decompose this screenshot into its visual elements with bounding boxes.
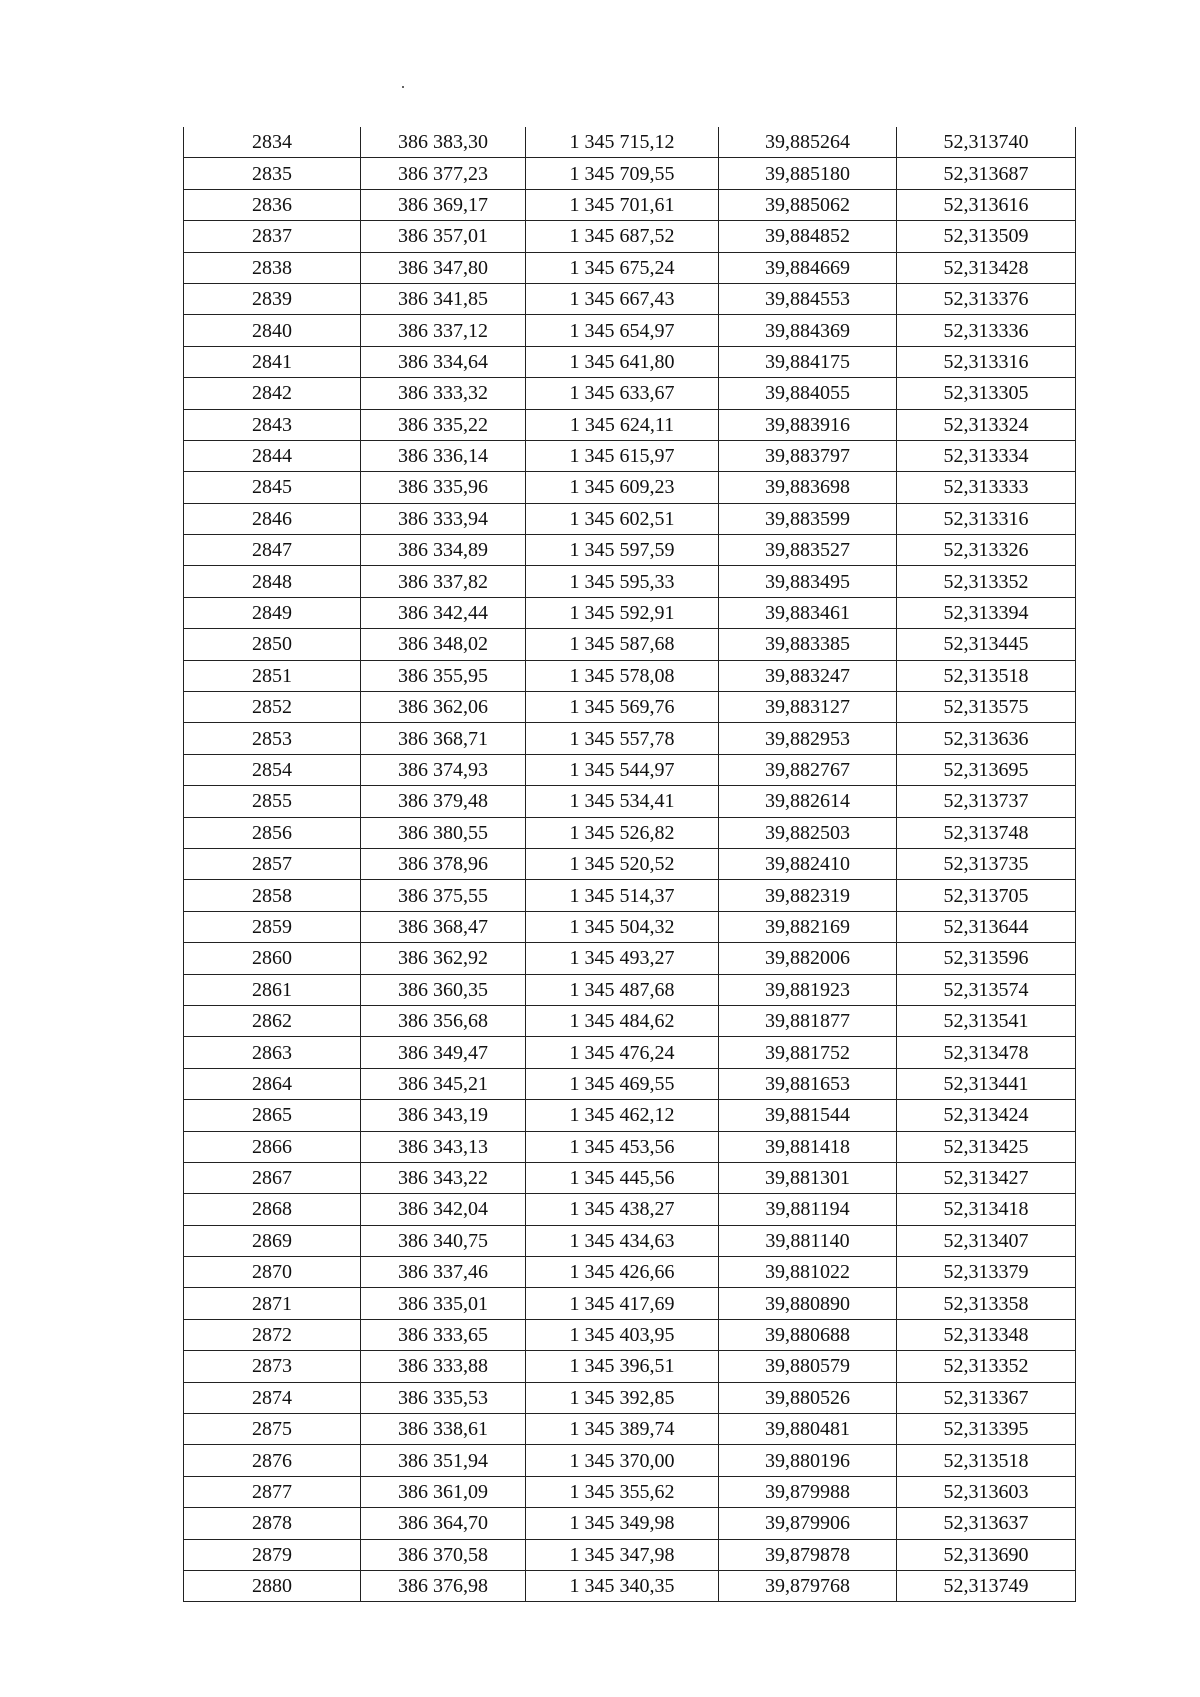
table-row [184, 1570, 1076, 1601]
x-coordinate-cell: 386 336,14 [361, 440, 526, 471]
x-coordinate-cell: 386 375,55 [361, 880, 526, 911]
point-number-cell: 2860 [184, 943, 361, 974]
table-row [184, 535, 1076, 566]
table-row [184, 943, 1076, 974]
y-coordinate-cell: 1 345 355,62 [526, 1476, 719, 1507]
latitude-cell: 52,313574 [897, 974, 1076, 1005]
y-coordinate-cell: 1 345 417,69 [526, 1288, 719, 1319]
point-number-cell: 2847 [184, 535, 361, 566]
x-coordinate-cell: 386 369,17 [361, 189, 526, 220]
point-number-cell: 2848 [184, 566, 361, 597]
y-coordinate-cell: 1 345 715,12 [526, 127, 719, 158]
point-number-cell: 2853 [184, 723, 361, 754]
table-row [184, 754, 1076, 785]
point-number-cell: 2865 [184, 1100, 361, 1131]
coordinates-table-container [183, 127, 1075, 1602]
table-row [184, 629, 1076, 660]
longitude-cell: 39,881752 [719, 1037, 897, 1068]
table-row [184, 566, 1076, 597]
longitude-cell: 39,882614 [719, 786, 897, 817]
x-coordinate-cell: 386 368,71 [361, 723, 526, 754]
point-number-cell: 2880 [184, 1570, 361, 1601]
y-coordinate-cell: 1 345 701,61 [526, 189, 719, 220]
point-number-cell: 2844 [184, 440, 361, 471]
latitude-cell: 52,313690 [897, 1539, 1076, 1570]
table-row [184, 817, 1076, 848]
longitude-cell: 39,880890 [719, 1288, 897, 1319]
latitude-cell: 52,313427 [897, 1162, 1076, 1193]
y-coordinate-cell: 1 345 389,74 [526, 1414, 719, 1445]
y-coordinate-cell: 1 345 602,51 [526, 503, 719, 534]
point-number-cell: 2834 [184, 127, 361, 158]
longitude-cell: 39,883797 [719, 440, 897, 471]
x-coordinate-cell: 386 337,82 [361, 566, 526, 597]
longitude-cell: 39,883385 [719, 629, 897, 660]
longitude-cell: 39,881301 [719, 1162, 897, 1193]
point-number-cell: 2877 [184, 1476, 361, 1507]
x-coordinate-cell: 386 357,01 [361, 221, 526, 252]
table-row [184, 1288, 1076, 1319]
point-number-cell: 2878 [184, 1508, 361, 1539]
longitude-cell: 39,880481 [719, 1414, 897, 1445]
point-number-cell: 2858 [184, 880, 361, 911]
x-coordinate-cell: 386 370,58 [361, 1539, 526, 1570]
y-coordinate-cell: 1 345 347,98 [526, 1539, 719, 1570]
longitude-cell: 39,883247 [719, 660, 897, 691]
table-row [184, 1319, 1076, 1350]
point-number-cell: 2852 [184, 692, 361, 723]
x-coordinate-cell: 386 342,44 [361, 597, 526, 628]
x-coordinate-cell: 386 351,94 [361, 1445, 526, 1476]
latitude-cell: 52,313395 [897, 1414, 1076, 1445]
x-coordinate-cell: 386 335,01 [361, 1288, 526, 1319]
point-number-cell: 2846 [184, 503, 361, 534]
latitude-cell: 52,313358 [897, 1288, 1076, 1319]
longitude-cell: 39,885264 [719, 127, 897, 158]
page-mark [402, 86, 404, 88]
y-coordinate-cell: 1 345 487,68 [526, 974, 719, 1005]
y-coordinate-cell: 1 345 595,33 [526, 566, 719, 597]
table-row [184, 158, 1076, 189]
latitude-cell: 52,313336 [897, 315, 1076, 346]
x-coordinate-cell: 386 335,96 [361, 472, 526, 503]
y-coordinate-cell: 1 345 520,52 [526, 848, 719, 879]
x-coordinate-cell: 386 364,70 [361, 1508, 526, 1539]
x-coordinate-cell: 386 341,85 [361, 283, 526, 314]
point-number-cell: 2842 [184, 378, 361, 409]
point-number-cell: 2835 [184, 158, 361, 189]
table-row [184, 1382, 1076, 1413]
longitude-cell: 39,882767 [719, 754, 897, 785]
table-row [184, 1037, 1076, 1068]
longitude-cell: 39,881877 [719, 1005, 897, 1036]
x-coordinate-cell: 386 337,12 [361, 315, 526, 346]
y-coordinate-cell: 1 345 615,97 [526, 440, 719, 471]
longitude-cell: 39,885180 [719, 158, 897, 189]
y-coordinate-cell: 1 345 675,24 [526, 252, 719, 283]
latitude-cell: 52,313326 [897, 535, 1076, 566]
latitude-cell: 52,313509 [897, 221, 1076, 252]
y-coordinate-cell: 1 345 654,97 [526, 315, 719, 346]
x-coordinate-cell: 386 360,35 [361, 974, 526, 1005]
point-number-cell: 2872 [184, 1319, 361, 1350]
latitude-cell: 52,313616 [897, 189, 1076, 220]
y-coordinate-cell: 1 345 667,43 [526, 283, 719, 314]
table-row [184, 503, 1076, 534]
x-coordinate-cell: 386 343,22 [361, 1162, 526, 1193]
x-coordinate-cell: 386 378,96 [361, 848, 526, 879]
latitude-cell: 52,313575 [897, 692, 1076, 723]
table-row [184, 974, 1076, 1005]
longitude-cell: 39,880688 [719, 1319, 897, 1350]
longitude-cell: 39,879906 [719, 1508, 897, 1539]
longitude-cell: 39,883461 [719, 597, 897, 628]
longitude-cell: 39,883527 [719, 535, 897, 566]
latitude-cell: 52,313418 [897, 1194, 1076, 1225]
longitude-cell: 39,881923 [719, 974, 897, 1005]
table-row [184, 1068, 1076, 1099]
point-number-cell: 2879 [184, 1539, 361, 1570]
longitude-cell: 39,880196 [719, 1445, 897, 1476]
point-number-cell: 2849 [184, 597, 361, 628]
longitude-cell: 39,884669 [719, 252, 897, 283]
longitude-cell: 39,881544 [719, 1100, 897, 1131]
longitude-cell: 39,879878 [719, 1539, 897, 1570]
point-number-cell: 2869 [184, 1225, 361, 1256]
longitude-cell: 39,883916 [719, 409, 897, 440]
y-coordinate-cell: 1 345 514,37 [526, 880, 719, 911]
y-coordinate-cell: 1 345 597,59 [526, 535, 719, 566]
longitude-cell: 39,884369 [719, 315, 897, 346]
latitude-cell: 52,313518 [897, 660, 1076, 691]
x-coordinate-cell: 386 349,47 [361, 1037, 526, 1068]
x-coordinate-cell: 386 335,22 [361, 409, 526, 440]
x-coordinate-cell: 386 333,65 [361, 1319, 526, 1350]
table-row [184, 911, 1076, 942]
point-number-cell: 2840 [184, 315, 361, 346]
x-coordinate-cell: 386 362,92 [361, 943, 526, 974]
point-number-cell: 2837 [184, 221, 361, 252]
x-coordinate-cell: 386 333,88 [361, 1351, 526, 1382]
longitude-cell: 39,880579 [719, 1351, 897, 1382]
x-coordinate-cell: 386 356,68 [361, 1005, 526, 1036]
x-coordinate-cell: 386 337,46 [361, 1257, 526, 1288]
table-row [184, 597, 1076, 628]
longitude-cell: 39,883698 [719, 472, 897, 503]
table-row [184, 283, 1076, 314]
point-number-cell: 2841 [184, 346, 361, 377]
point-number-cell: 2871 [184, 1288, 361, 1319]
latitude-cell: 52,313407 [897, 1225, 1076, 1256]
latitude-cell: 52,313333 [897, 472, 1076, 503]
coordinates-table-body [184, 127, 1076, 1602]
latitude-cell: 52,313644 [897, 911, 1076, 942]
longitude-cell: 39,881194 [719, 1194, 897, 1225]
y-coordinate-cell: 1 345 687,52 [526, 221, 719, 252]
table-row [184, 1194, 1076, 1225]
latitude-cell: 52,313748 [897, 817, 1076, 848]
table-row [184, 848, 1076, 879]
longitude-cell: 39,882410 [719, 848, 897, 879]
longitude-cell: 39,884553 [719, 283, 897, 314]
latitude-cell: 52,313316 [897, 346, 1076, 377]
y-coordinate-cell: 1 345 469,55 [526, 1068, 719, 1099]
y-coordinate-cell: 1 345 484,62 [526, 1005, 719, 1036]
x-coordinate-cell: 386 376,98 [361, 1570, 526, 1601]
x-coordinate-cell: 386 334,89 [361, 535, 526, 566]
point-number-cell: 2866 [184, 1131, 361, 1162]
longitude-cell: 39,885062 [719, 189, 897, 220]
latitude-cell: 52,313637 [897, 1508, 1076, 1539]
point-number-cell: 2863 [184, 1037, 361, 1068]
latitude-cell: 52,313695 [897, 754, 1076, 785]
point-number-cell: 2873 [184, 1351, 361, 1382]
x-coordinate-cell: 386 342,04 [361, 1194, 526, 1225]
latitude-cell: 52,313596 [897, 943, 1076, 974]
table-row [184, 1476, 1076, 1507]
x-coordinate-cell: 386 380,55 [361, 817, 526, 848]
table-row [184, 880, 1076, 911]
longitude-cell: 39,883495 [719, 566, 897, 597]
point-number-cell: 2859 [184, 911, 361, 942]
table-row [184, 786, 1076, 817]
longitude-cell: 39,883599 [719, 503, 897, 534]
y-coordinate-cell: 1 345 534,41 [526, 786, 719, 817]
x-coordinate-cell: 386 333,94 [361, 503, 526, 534]
latitude-cell: 52,313603 [897, 1476, 1076, 1507]
y-coordinate-cell: 1 345 392,85 [526, 1382, 719, 1413]
latitude-cell: 52,313749 [897, 1570, 1076, 1601]
y-coordinate-cell: 1 345 438,27 [526, 1194, 719, 1225]
y-coordinate-cell: 1 345 609,23 [526, 472, 719, 503]
y-coordinate-cell: 1 345 434,63 [526, 1225, 719, 1256]
table-row [184, 440, 1076, 471]
table-row [184, 409, 1076, 440]
table-row [184, 1100, 1076, 1131]
point-number-cell: 2875 [184, 1414, 361, 1445]
longitude-cell: 39,882319 [719, 880, 897, 911]
latitude-cell: 52,313376 [897, 283, 1076, 314]
x-coordinate-cell: 386 348,02 [361, 629, 526, 660]
y-coordinate-cell: 1 345 370,00 [526, 1445, 719, 1476]
longitude-cell: 39,881140 [719, 1225, 897, 1256]
table-row [184, 1508, 1076, 1539]
table-row [184, 1414, 1076, 1445]
latitude-cell: 52,313428 [897, 252, 1076, 283]
x-coordinate-cell: 386 343,19 [361, 1100, 526, 1131]
x-coordinate-cell: 386 347,80 [361, 252, 526, 283]
longitude-cell: 39,881022 [719, 1257, 897, 1288]
longitude-cell: 39,884055 [719, 378, 897, 409]
y-coordinate-cell: 1 345 349,98 [526, 1508, 719, 1539]
latitude-cell: 52,313316 [897, 503, 1076, 534]
coordinates-table [183, 127, 1076, 1602]
table-row [184, 189, 1076, 220]
latitude-cell: 52,313367 [897, 1382, 1076, 1413]
longitude-cell: 39,879768 [719, 1570, 897, 1601]
table-row [184, 221, 1076, 252]
y-coordinate-cell: 1 345 624,11 [526, 409, 719, 440]
latitude-cell: 52,313324 [897, 409, 1076, 440]
latitude-cell: 52,313636 [897, 723, 1076, 754]
x-coordinate-cell: 386 334,64 [361, 346, 526, 377]
latitude-cell: 52,313441 [897, 1068, 1076, 1099]
point-number-cell: 2867 [184, 1162, 361, 1193]
point-number-cell: 2845 [184, 472, 361, 503]
table-row [184, 1162, 1076, 1193]
table-row [184, 252, 1076, 283]
latitude-cell: 52,313394 [897, 597, 1076, 628]
latitude-cell: 52,313687 [897, 158, 1076, 189]
table-row [184, 127, 1076, 158]
y-coordinate-cell: 1 345 569,76 [526, 692, 719, 723]
latitude-cell: 52,313541 [897, 1005, 1076, 1036]
x-coordinate-cell: 386 338,61 [361, 1414, 526, 1445]
longitude-cell: 39,884175 [719, 346, 897, 377]
point-number-cell: 2861 [184, 974, 361, 1005]
table-row [184, 378, 1076, 409]
x-coordinate-cell: 386 340,75 [361, 1225, 526, 1256]
x-coordinate-cell: 386 377,23 [361, 158, 526, 189]
y-coordinate-cell: 1 345 526,82 [526, 817, 719, 848]
y-coordinate-cell: 1 345 578,08 [526, 660, 719, 691]
longitude-cell: 39,884852 [719, 221, 897, 252]
latitude-cell: 52,313379 [897, 1257, 1076, 1288]
point-number-cell: 2851 [184, 660, 361, 691]
table-row [184, 1351, 1076, 1382]
table-row [184, 660, 1076, 691]
point-number-cell: 2855 [184, 786, 361, 817]
latitude-cell: 52,313740 [897, 127, 1076, 158]
longitude-cell: 39,883127 [719, 692, 897, 723]
point-number-cell: 2843 [184, 409, 361, 440]
latitude-cell: 52,313334 [897, 440, 1076, 471]
latitude-cell: 52,313705 [897, 880, 1076, 911]
point-number-cell: 2876 [184, 1445, 361, 1476]
y-coordinate-cell: 1 345 462,12 [526, 1100, 719, 1131]
longitude-cell: 39,881418 [719, 1131, 897, 1162]
longitude-cell: 39,882953 [719, 723, 897, 754]
latitude-cell: 52,313737 [897, 786, 1076, 817]
longitude-cell: 39,879988 [719, 1476, 897, 1507]
latitude-cell: 52,313305 [897, 378, 1076, 409]
point-number-cell: 2868 [184, 1194, 361, 1225]
x-coordinate-cell: 386 355,95 [361, 660, 526, 691]
x-coordinate-cell: 386 383,30 [361, 127, 526, 158]
point-number-cell: 2864 [184, 1068, 361, 1099]
y-coordinate-cell: 1 345 504,32 [526, 911, 719, 942]
x-coordinate-cell: 386 335,53 [361, 1382, 526, 1413]
latitude-cell: 52,313445 [897, 629, 1076, 660]
point-number-cell: 2839 [184, 283, 361, 314]
longitude-cell: 39,880526 [719, 1382, 897, 1413]
x-coordinate-cell: 386 368,47 [361, 911, 526, 942]
table-row [184, 346, 1076, 377]
latitude-cell: 52,313518 [897, 1445, 1076, 1476]
latitude-cell: 52,313735 [897, 848, 1076, 879]
point-number-cell: 2850 [184, 629, 361, 660]
table-row [184, 692, 1076, 723]
x-coordinate-cell: 386 361,09 [361, 1476, 526, 1507]
table-row [184, 1445, 1076, 1476]
latitude-cell: 52,313425 [897, 1131, 1076, 1162]
x-coordinate-cell: 386 345,21 [361, 1068, 526, 1099]
latitude-cell: 52,313478 [897, 1037, 1076, 1068]
table-row [184, 1257, 1076, 1288]
point-number-cell: 2870 [184, 1257, 361, 1288]
y-coordinate-cell: 1 345 340,35 [526, 1570, 719, 1601]
y-coordinate-cell: 1 345 709,55 [526, 158, 719, 189]
y-coordinate-cell: 1 345 633,67 [526, 378, 719, 409]
latitude-cell: 52,313348 [897, 1319, 1076, 1350]
table-row [184, 1225, 1076, 1256]
y-coordinate-cell: 1 345 426,66 [526, 1257, 719, 1288]
longitude-cell: 39,881653 [719, 1068, 897, 1099]
y-coordinate-cell: 1 345 544,97 [526, 754, 719, 785]
y-coordinate-cell: 1 345 453,56 [526, 1131, 719, 1162]
table-row [184, 472, 1076, 503]
y-coordinate-cell: 1 345 493,27 [526, 943, 719, 974]
y-coordinate-cell: 1 345 592,91 [526, 597, 719, 628]
table-row [184, 1539, 1076, 1570]
point-number-cell: 2857 [184, 848, 361, 879]
y-coordinate-cell: 1 345 445,56 [526, 1162, 719, 1193]
y-coordinate-cell: 1 345 641,80 [526, 346, 719, 377]
latitude-cell: 52,313424 [897, 1100, 1076, 1131]
table-row [184, 723, 1076, 754]
y-coordinate-cell: 1 345 396,51 [526, 1351, 719, 1382]
table-row [184, 1131, 1076, 1162]
latitude-cell: 52,313352 [897, 566, 1076, 597]
point-number-cell: 2838 [184, 252, 361, 283]
y-coordinate-cell: 1 345 557,78 [526, 723, 719, 754]
table-row [184, 1005, 1076, 1036]
latitude-cell: 52,313352 [897, 1351, 1076, 1382]
point-number-cell: 2856 [184, 817, 361, 848]
longitude-cell: 39,882503 [719, 817, 897, 848]
x-coordinate-cell: 386 362,06 [361, 692, 526, 723]
point-number-cell: 2874 [184, 1382, 361, 1413]
x-coordinate-cell: 386 333,32 [361, 378, 526, 409]
point-number-cell: 2854 [184, 754, 361, 785]
longitude-cell: 39,882006 [719, 943, 897, 974]
y-coordinate-cell: 1 345 476,24 [526, 1037, 719, 1068]
y-coordinate-cell: 1 345 587,68 [526, 629, 719, 660]
table-row [184, 315, 1076, 346]
point-number-cell: 2836 [184, 189, 361, 220]
point-number-cell: 2862 [184, 1005, 361, 1036]
y-coordinate-cell: 1 345 403,95 [526, 1319, 719, 1350]
x-coordinate-cell: 386 374,93 [361, 754, 526, 785]
x-coordinate-cell: 386 343,13 [361, 1131, 526, 1162]
longitude-cell: 39,882169 [719, 911, 897, 942]
x-coordinate-cell: 386 379,48 [361, 786, 526, 817]
